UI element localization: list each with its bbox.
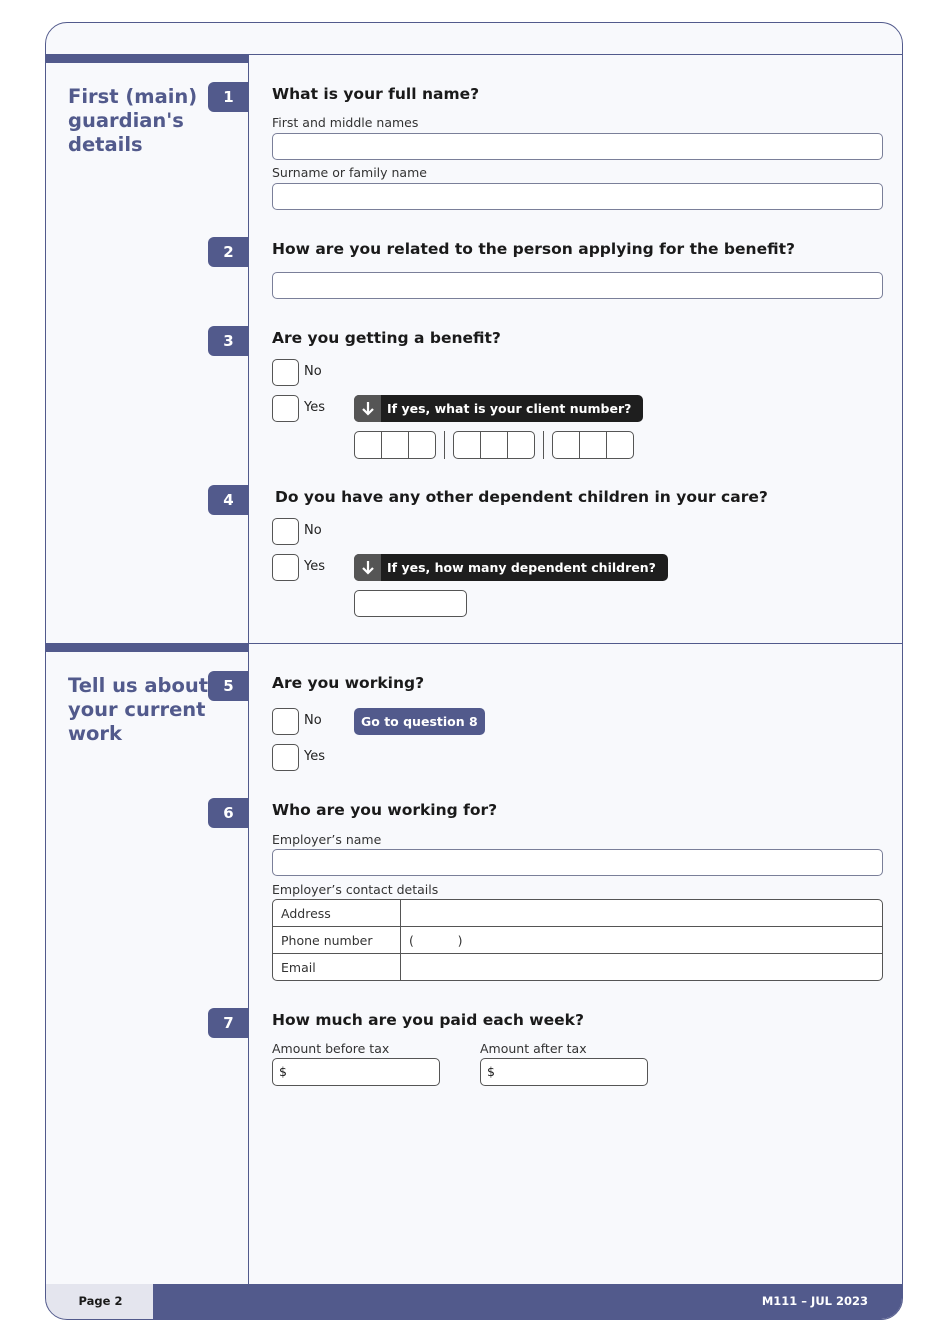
go-to-question-badge: Go to question 8 [354,708,485,735]
page-number: Page 2 [46,1284,153,1319]
client-number-group-3[interactable] [552,431,634,459]
amount-after-tax-input[interactable]: $ [480,1058,648,1086]
working-no-checkbox[interactable] [272,708,299,735]
relationship-input[interactable] [272,272,883,299]
employer-name-label: Employer’s name [272,832,382,847]
address-input[interactable] [401,900,882,927]
form-page [45,22,903,1320]
section-title-guardian: First (main) guardian's details [68,85,198,156]
question-4-text: Do you have any other dependent children in your care? [275,488,768,506]
benefit-yes-checkbox[interactable] [272,395,299,422]
table-row [273,927,882,954]
form-code: M111 – JUL 2023 [761,1294,868,1308]
dependents-no-label: No [304,523,322,538]
benefit-no-checkbox[interactable] [272,359,299,386]
section-title-work: Tell us about your current work [68,674,209,745]
dependents-yes-label: Yes [304,559,325,574]
dependents-count-input[interactable] [354,590,467,617]
section-band [46,55,249,63]
client-number-separator [543,431,544,459]
question-number-2: 2 [208,237,249,267]
question-number-1: 1 [208,82,249,112]
benefit-yes-label: Yes [304,400,325,415]
question-number-7: 7 [208,1008,249,1038]
client-number-prompt-text: If yes, what is your client number? [387,401,632,416]
page-footer [46,1284,902,1319]
client-number-prompt [354,395,643,422]
section-band [46,644,249,652]
question-number-6: 6 [208,798,249,828]
first-names-input[interactable] [272,133,883,160]
arrow-down-icon [354,554,381,581]
question-2-text: How are you related to the person applying for the benefit? [272,240,795,258]
employer-contact-table [272,899,883,981]
dependents-prompt [354,554,668,581]
employer-name-input[interactable] [272,849,883,876]
question-3-text: Are you getting a benefit? [272,329,501,347]
email-label: Email [273,954,401,980]
question-6-text: Who are you working for? [272,801,498,819]
working-yes-checkbox[interactable] [272,744,299,771]
question-1-text: What is your full name? [272,85,480,103]
surname-input[interactable] [272,183,883,210]
first-names-label: First and middle names [272,115,419,130]
question-number-3: 3 [208,326,249,356]
dependents-prompt-text: If yes, how many dependent children? [387,560,656,575]
question-5-text: Are you working? [272,674,425,692]
client-number-separator [444,431,445,459]
dependents-no-checkbox[interactable] [272,518,299,545]
email-input[interactable] [401,954,882,980]
question-number-4: 4 [208,485,249,515]
client-number-group-2[interactable] [453,431,535,459]
phone-label: Phone number [273,927,401,954]
amount-before-tax-input[interactable]: $ [272,1058,440,1086]
column-divider [248,644,249,1286]
employer-contact-label: Employer’s contact details [272,882,439,897]
working-no-label: No [304,713,322,728]
benefit-no-label: No [304,364,322,379]
question-7-text: How much are you paid each week? [272,1011,584,1029]
arrow-down-icon [354,395,381,422]
phone-input[interactable]: ( ) [401,927,882,954]
working-yes-label: Yes [304,749,325,764]
table-row [273,954,882,980]
surname-label: Surname or family name [272,165,427,180]
amount-before-tax-label: Amount before tax [272,1041,390,1056]
table-row [273,900,882,927]
amount-after-tax-label: Amount after tax [480,1041,587,1056]
client-number-group-1[interactable] [354,431,436,459]
address-label: Address [273,900,401,927]
question-number-5: 5 [208,671,249,701]
dependents-yes-checkbox[interactable] [272,554,299,581]
